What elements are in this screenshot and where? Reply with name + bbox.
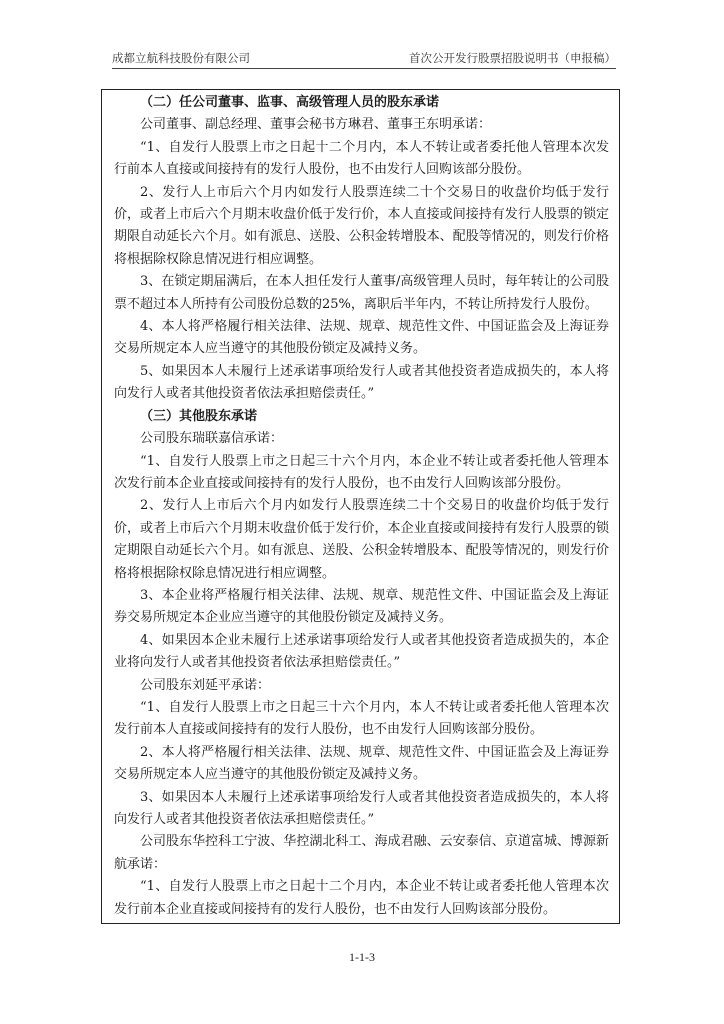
company-name: 成都立航科技股份有限公司 <box>112 51 250 65</box>
paragraph: 2、发行人上市后六个月内如发行人股票连续二十个交易日的收盘价均低于发行价，或者上市后六个月期末收盘价低于发行价，本人直接或间接持有发行人股票的锁定期限自动延长六个月。如有派息、送股、公积金转增股本、配股等情况的，则发行价格将根据除权除息情况进行相应调整。 <box>114 184 609 267</box>
paragraph: “1、自发行人股票上市之日起十二个月内，本企业不转让或者委托他人管理本次发行前本企业直接或间接持有的发行人股份，也不由发行人回购该部分股份。 <box>114 879 609 917</box>
paragraph: “1、自发行人股票上市之日起三十六个月内，本企业不转让或者委托他人管理本次发行前本企业直接或间接持有的发行人股份，也不由发行人回购该部分股份。 <box>114 453 609 491</box>
document-title: 首次公开发行股票招股说明书（申报稿） <box>409 51 616 65</box>
paragraph: 公司董事、副总经理、董事会秘书方琳君、董事王东明承诺： <box>140 117 492 133</box>
paragraph: 4、如果因本企业未履行上述承诺事项给发行人或者其他投资者造成损失的，本企业将向发行人或者其他投资者依法承担赔偿责任。” <box>114 632 609 671</box>
paragraph: 公司股东刘延平承诺： <box>140 677 271 693</box>
paragraph-list <box>114 92 609 924</box>
paragraph: “1、自发行人股票上市之日起十二个月内，本人不转让或者委托他人管理本次发行前本人直接或间接持有的发行人股份，也不由发行人回购该部分股份。 <box>114 139 609 178</box>
paragraph: 5、如果因本人未履行上述承诺事项给发行人或者其他投资者造成损失的，本人将向发行人或者其他投资者依法承担赔偿责任。” <box>114 363 609 402</box>
page-number: 1-1-3 <box>349 950 375 964</box>
section-heading: （二）任公司董事、监事、高级管理人员的股东承诺 <box>140 95 440 110</box>
content-frame <box>101 89 620 924</box>
paragraph: 2、本人将严格履行相关法律、法规、规章、规范性文件、中国证监会及上海证券交易所规定本人应当遵守的其他股份锁定及减持义务。 <box>114 744 609 783</box>
paragraph <box>114 921 609 924</box>
paragraph: 2、发行人上市后六个月内如发行人股票连续二十个交易日的收盘价均低于发行价，或者上市后六个月期末收盘价低于发行价，本企业直接或间接持有发行人股票的锁定期限自动延长六个月。如有派息、送股、公积金转增股本、配股等情况的，则发行价格将根据除权除息情况进行相应调整。 <box>114 498 609 581</box>
paragraph: 公司股东华控科工宁波、华控湖北科工、海成君融、云安泰信、京道富城、博源新航承诺： <box>114 834 609 872</box>
paragraph: 公司股东瑞联嘉信承诺： <box>140 431 284 447</box>
paragraph: 3、如果因本人未履行上述承诺事项给发行人或者其他投资者造成损失的，本人将向发行人或者其他投资者依法承担赔偿责任。” <box>114 789 609 827</box>
paragraph: 4、本人将严格履行相关法律、法规、规章、规范性文件、中国证监会及上海证券交易所规定本人应当遵守的其他股份锁定及减持义务。 <box>114 319 609 357</box>
paragraph: “1、自发行人股票上市之日起三十六个月内，本人不转让或者委托他人管理本次发行前本人直接或间接持有的发行人股份，也不由发行人回购该部分股份。 <box>114 699 609 738</box>
paragraph: 3、在锁定期届满后，在本人担任发行人董事/高级管理人员时，每年转让的公司股票不超过本人所持有公司股份总数的25%，离职后半年内，不转让所持发行人股份。 <box>114 274 609 312</box>
paragraph: 3、本企业将严格履行相关法律、法规、规章、规范性文件、中国证监会及上海证券交易所规定本企业应当遵守的其他股份锁定及减持义务。 <box>114 587 609 626</box>
section-heading: （三）其他股东承诺 <box>140 408 258 424</box>
page-header <box>112 50 616 69</box>
